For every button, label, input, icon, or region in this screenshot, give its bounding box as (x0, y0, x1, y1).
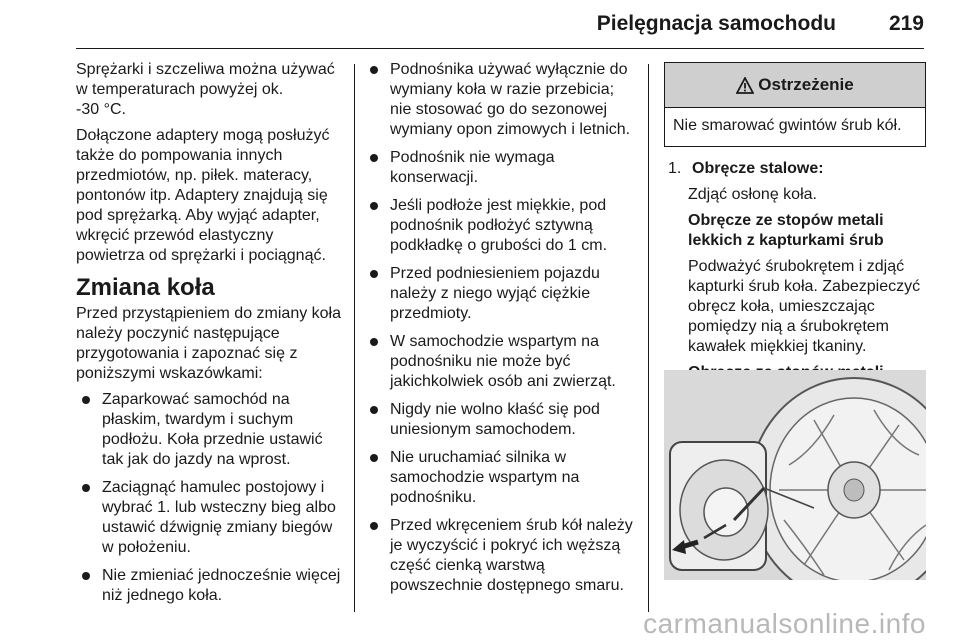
column-3 (664, 60, 926, 403)
column-divider (648, 64, 649, 612)
section-intro: Przed przystąpieniem do zmiany koła należy poczynić następujące przygotowania i zapoznać się z poniższymi wskazówkami: (76, 305, 342, 382)
warning-text: Nie smarować gwintów śrub kół. (673, 117, 902, 134)
warning-triangle-icon (736, 77, 754, 94)
list-item: Podnośnik nie wymaga konserwacji. (368, 148, 636, 188)
wheel-drawing (664, 370, 926, 580)
list-item: Nie uruchamiać silnika w samochodzie wspartym na podnośniku. (368, 448, 636, 508)
list-item: W samochodzie wspartym na podnośniku nie może być jakichkolwiek osób ani zwierząt. (368, 332, 636, 392)
preparation-list (76, 390, 344, 606)
step-text: Zdjąć osłonę koła. (688, 186, 817, 203)
step-1 (664, 159, 926, 179)
list-item: Nigdy nie wolno kłaść się pod uniesionym samochodem. (368, 400, 636, 440)
column-divider (354, 64, 355, 612)
list-item: Zaparkować samochód na płaskim, twardym i suchym podłożu. Koła przednie ustawić tak jak do jazdy na wprost. (76, 390, 344, 470)
warning-box (664, 62, 926, 147)
column-2 (368, 60, 636, 604)
column-1 (76, 60, 344, 614)
sub-step-title: Obręcze ze stopów metali lekkich z kapturkami śrub (688, 212, 884, 249)
compressor-text: Sprężarki i szczeliwa można używać w temperaturach powyżej ok. (76, 61, 335, 98)
page-header (76, 0, 924, 49)
jack-notes-list (368, 60, 636, 596)
steps (664, 159, 926, 403)
step-title: Obręcze stalowe: (692, 160, 824, 177)
wheel-illustration (664, 370, 926, 580)
compressor-temperature: -30 °C. (76, 101, 126, 118)
step-number: 1. (668, 160, 682, 177)
page-number: 219 (888, 12, 924, 35)
watermark: carmanualsonline.info (643, 608, 926, 639)
list-item: Jeśli podłoże jest miękkie, pod podnośnik podłożyć sztywną podkładkę o grubości do 1 cm. (368, 196, 636, 256)
list-item: Podnośnika używać wyłącznie do wymiany koła w razie przebicia; nie stosować go do sezonowej wymiany opon zimowych i letnich. (368, 60, 636, 140)
sub-step-text: Podważyć śrubokrętem i zdjąć kapturki śrub koła. Zabezpieczyć obręcz koła, umieszczając pomiędzy nią a śrubokrętem kawałek miękkiej tkaniny. (688, 258, 921, 355)
warning-header (665, 63, 925, 108)
list-item: Przed wkręceniem śrub kół należy je wyczyścić i pokryć ich węższą część cienką warstwą powszechnie dostępnego smaru. (368, 516, 636, 596)
list-item: Zaciągnąć hamulec postojowy i wybrać 1. lub wsteczny bieg albo ustawić dźwignię zmiany biegów w położeniu. (76, 478, 344, 558)
adapters-text: Dołączone adaptery mogą posłużyć także do pompowania innych przedmiotów, np. piłek. materacy, pontonów itp. Adaptery znajdują się pod sprężarką. Aby wyjąć adapter, wkręcić przewód elastyczny powietrza od sprężarki i pociągnąć. (76, 127, 330, 264)
section-heading: Zmiana koła (76, 274, 215, 301)
list-item: Nie zmieniać jednocześnie więcej niż jednego koła. (76, 566, 344, 606)
warning-title: Ostrzeżenie (758, 75, 854, 94)
list-item: Przed podniesieniem pojazdu należy z niego wyjąć ciężkie przedmioty. (368, 264, 636, 324)
page-title: Pielęgnacja samochodu (596, 12, 836, 35)
